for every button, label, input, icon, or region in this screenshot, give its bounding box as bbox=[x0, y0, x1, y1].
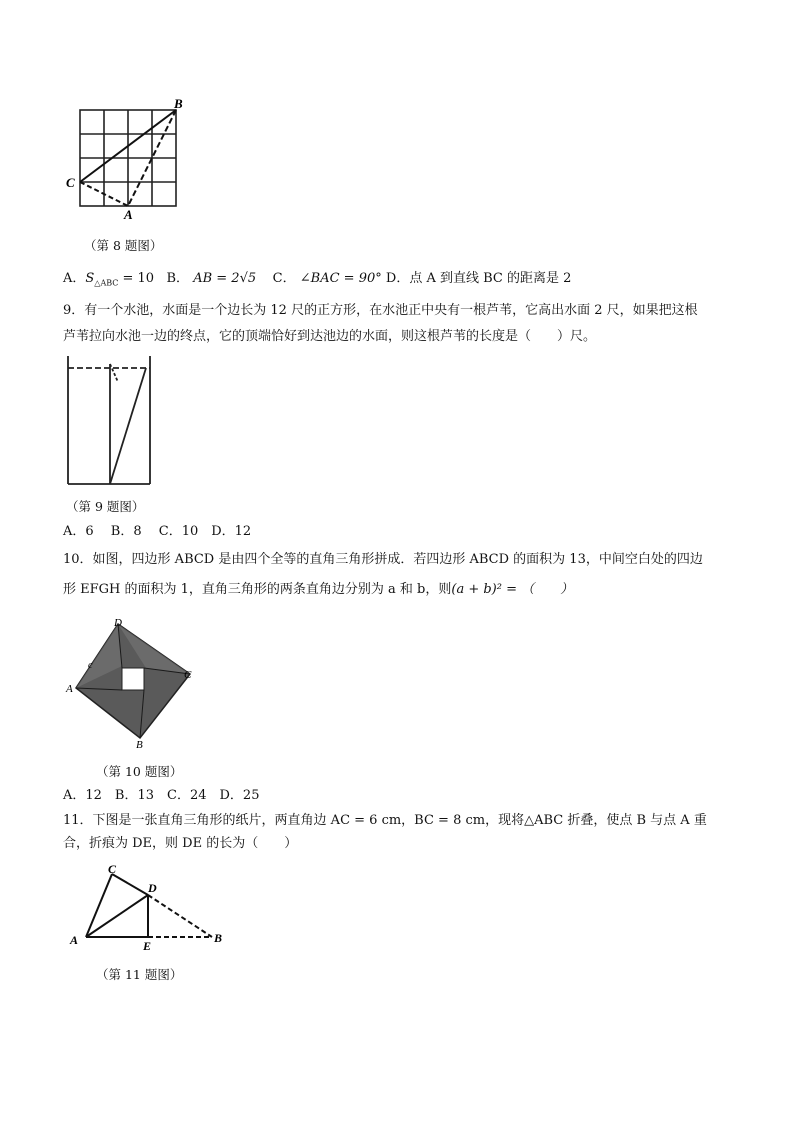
q9-reed-mark bbox=[110, 364, 118, 382]
q8-option-a-value: = 10 bbox=[122, 271, 155, 286]
q11-label-d: D bbox=[148, 881, 157, 895]
q10-figure bbox=[62, 616, 202, 750]
q9-caption: （第 9 题图） bbox=[66, 499, 145, 514]
q8-option-a-sub: △ABC bbox=[94, 278, 119, 288]
q10-line2-text: 形 EFGH 的面积为 1，直角三角形的两条直角边分别为 a 和 b，则 bbox=[63, 582, 452, 597]
q8-option-c-expr: ∠BAC = 90° bbox=[299, 271, 382, 286]
q8-label-c: C bbox=[66, 175, 75, 190]
q9-reed-pulled bbox=[110, 368, 146, 484]
q10-label-c: C bbox=[184, 669, 192, 681]
q11-label-b: B bbox=[214, 931, 223, 945]
q11-label-a: A bbox=[70, 933, 79, 947]
q8-option-a-expr: S bbox=[85, 271, 95, 286]
q8-option-c-prefix: C． bbox=[272, 271, 296, 286]
q10-label-d: D bbox=[114, 617, 122, 629]
q10-label-small-c: c bbox=[88, 660, 93, 671]
q10-options: A．12 B．13 C．24 D．25 bbox=[63, 788, 260, 803]
q10-line1: 10．如图，四边形 ABCD 是由四个全等的直角三角形拼成．若四边形 ABCD 的面积为 13，中间空白处的四边 bbox=[63, 552, 703, 567]
q11-segment-db bbox=[148, 895, 212, 937]
q9-line2: 芦苇拉向水池一边的终点，它的顶端恰好到达池边的水面，则这根芦苇的长度是（ ）尺。 bbox=[63, 329, 597, 344]
q8-figure bbox=[60, 92, 190, 222]
q8-options bbox=[63, 270, 571, 293]
q11-line1: 11．下图是一张直角三角形的纸片，两直角边 AC = 6 cm，BC = 8 cm，现将△ABC 折叠，使点 B 与点 A 重 bbox=[63, 813, 707, 828]
q9-figure bbox=[60, 352, 160, 492]
q11-line2: 合，折痕为 DE，则 DE 的长为（ ） bbox=[63, 836, 298, 851]
q8-option-d: D．点 A 到直线 BC 的距离是 2 bbox=[385, 271, 572, 286]
q10-line2-expr: (a + b)² = （ ） bbox=[451, 582, 574, 597]
q11-label-c: C bbox=[108, 862, 117, 876]
q11-segment-cd bbox=[112, 874, 148, 895]
q11-figure bbox=[62, 862, 232, 952]
q10-caption: （第 10 题图） bbox=[96, 764, 183, 779]
q8-label-a: A bbox=[124, 207, 133, 222]
q8-caption: （第 8 题图） bbox=[84, 238, 163, 253]
q8-option-b-prefix: B． bbox=[166, 271, 190, 286]
q8-option-a-prefix: A． bbox=[63, 271, 86, 286]
q11-label-e: E bbox=[143, 939, 152, 952]
q8-option-b-expr: AB = 2√5 bbox=[193, 271, 257, 286]
q8-label-b: B bbox=[174, 96, 183, 111]
q10-line2 bbox=[63, 581, 573, 599]
q9-options: A．6 B．8 C．10 D．12 bbox=[63, 524, 252, 539]
q10-label-a: A bbox=[66, 683, 73, 695]
q10-inner-square-efgh bbox=[122, 668, 144, 690]
q10-label-b: B bbox=[136, 739, 143, 750]
q9-line1: 9．有一个水池，水面是一个边长为 12 尺的正方形，在水池正中央有一根芦苇，它高出水面 2 尺，如果把这根 bbox=[63, 303, 698, 318]
q11-caption: （第 11 题图） bbox=[96, 967, 183, 982]
